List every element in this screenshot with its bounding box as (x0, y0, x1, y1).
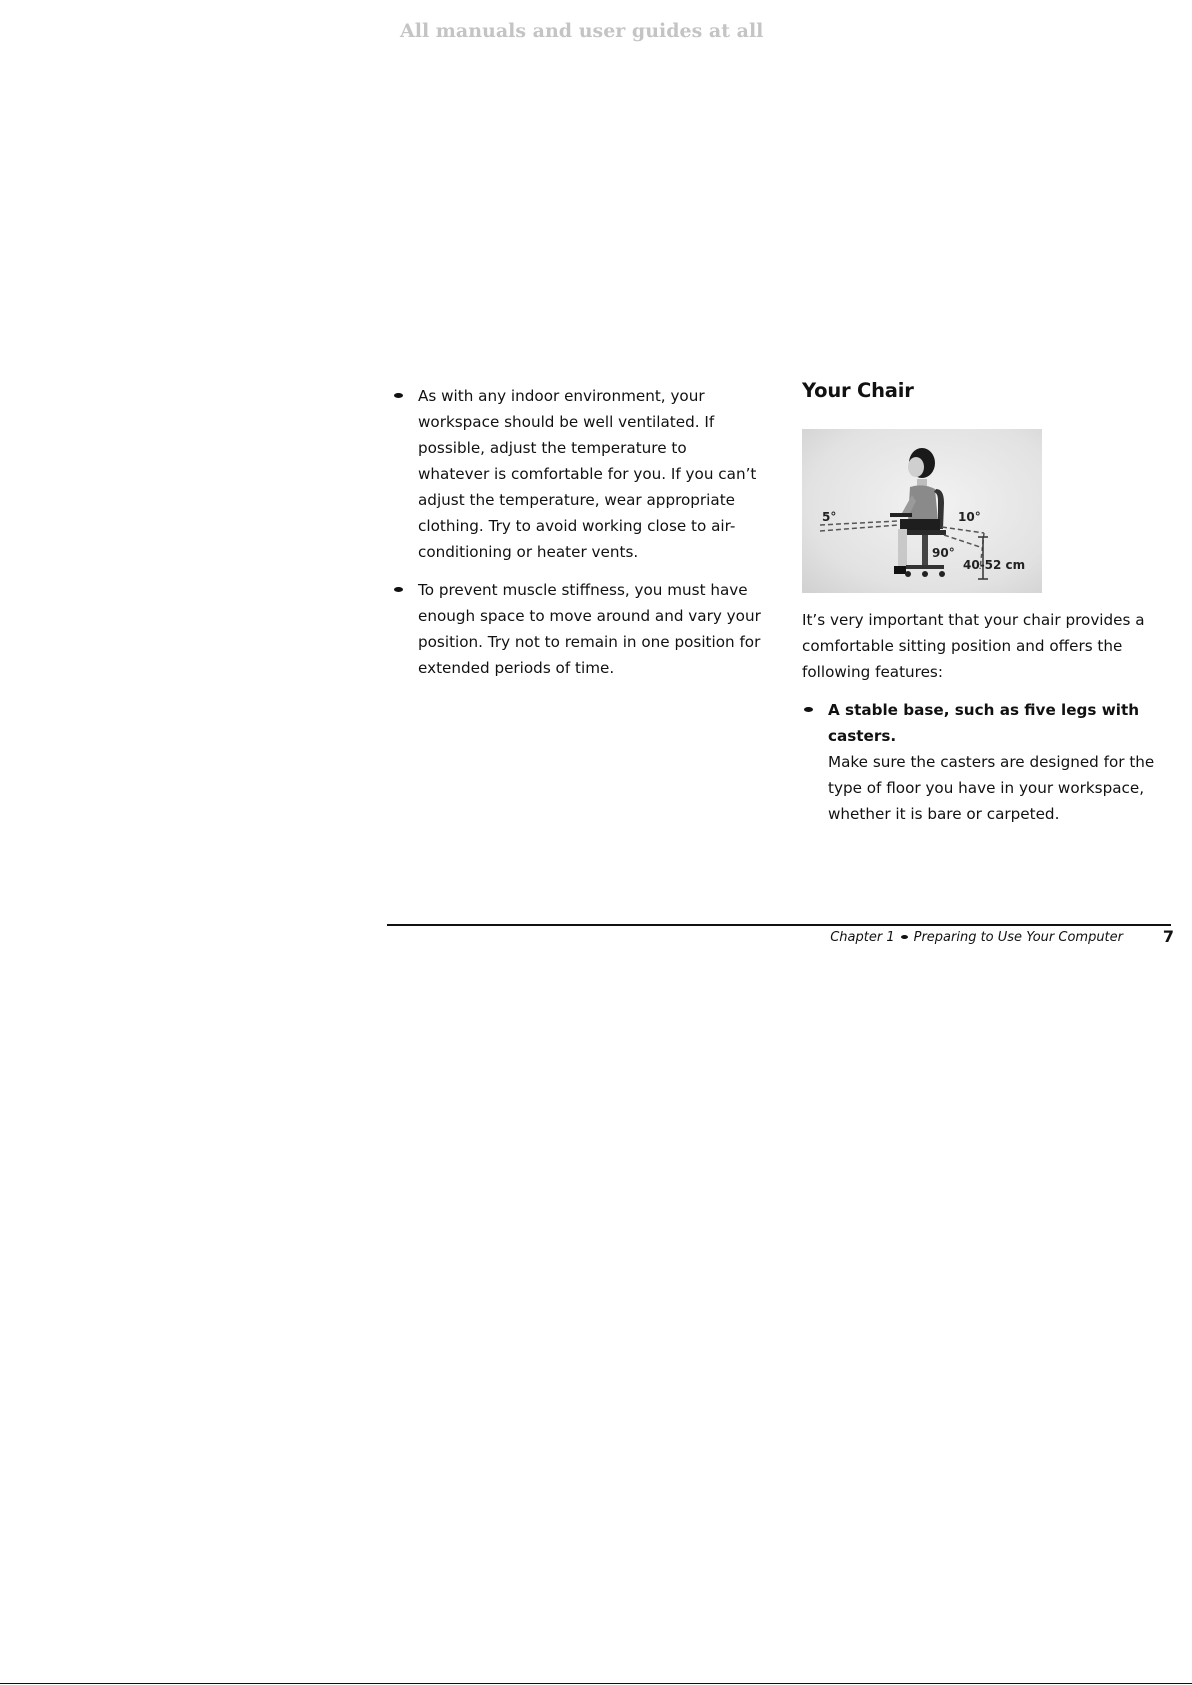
list-item (392, 383, 762, 565)
bullet-icon (804, 707, 813, 712)
chair-ergonomics-illustration (802, 429, 1042, 593)
angle-seat-label: 10° (958, 510, 981, 524)
watermark-text: All manuals and user guides at all (400, 20, 764, 42)
angle-knee-label: 90° (932, 546, 955, 560)
list-item-text: Make sure the casters are designed for the type of floor you have in your workspace, whether it is bare or carpeted. (828, 753, 1155, 823)
chair-ergonomics-figure (802, 429, 1042, 593)
page-number: 7 (1162, 927, 1174, 946)
footer-running-title (820, 930, 1123, 945)
right-bullet-list (802, 697, 1174, 839)
footer-title: Preparing to Use Your Computer (913, 930, 1123, 945)
bullet-icon (394, 587, 403, 592)
list-item (802, 697, 1174, 827)
list-item-lead: A stable base, such as five legs with casters. (828, 701, 1140, 745)
section-heading: Your Chair (802, 379, 914, 402)
footer-chapter: Chapter 1 (830, 930, 895, 945)
footer-divider (387, 924, 1171, 926)
bottom-divider (0, 1683, 1192, 1684)
left-column (392, 383, 762, 693)
bullet-icon (394, 393, 403, 398)
chair-intro-paragraph: It’s very important that your chair provides a comfortable sitting position and offers the following features: (802, 611, 1145, 681)
right-column-header (802, 376, 1174, 406)
angle-back-label: 5° (822, 510, 837, 524)
list-item (392, 577, 762, 681)
bullet-separator-icon (901, 935, 908, 939)
list-item-text: To prevent muscle stiffness, you must have enough space to move around and vary your position. Try not to remain in one position for extended periods of time. (418, 581, 761, 677)
list-item-text: As with any indoor environment, your workspace should be well ventilated. If possible, adjust the temperature to whatever is comfortable for you. If you can’t adjust the temperature, wear appropriate clothing. Try to avoid working close to air-conditioning or heater vents. (418, 387, 757, 561)
height-label: 40-52 cm (963, 558, 1026, 572)
